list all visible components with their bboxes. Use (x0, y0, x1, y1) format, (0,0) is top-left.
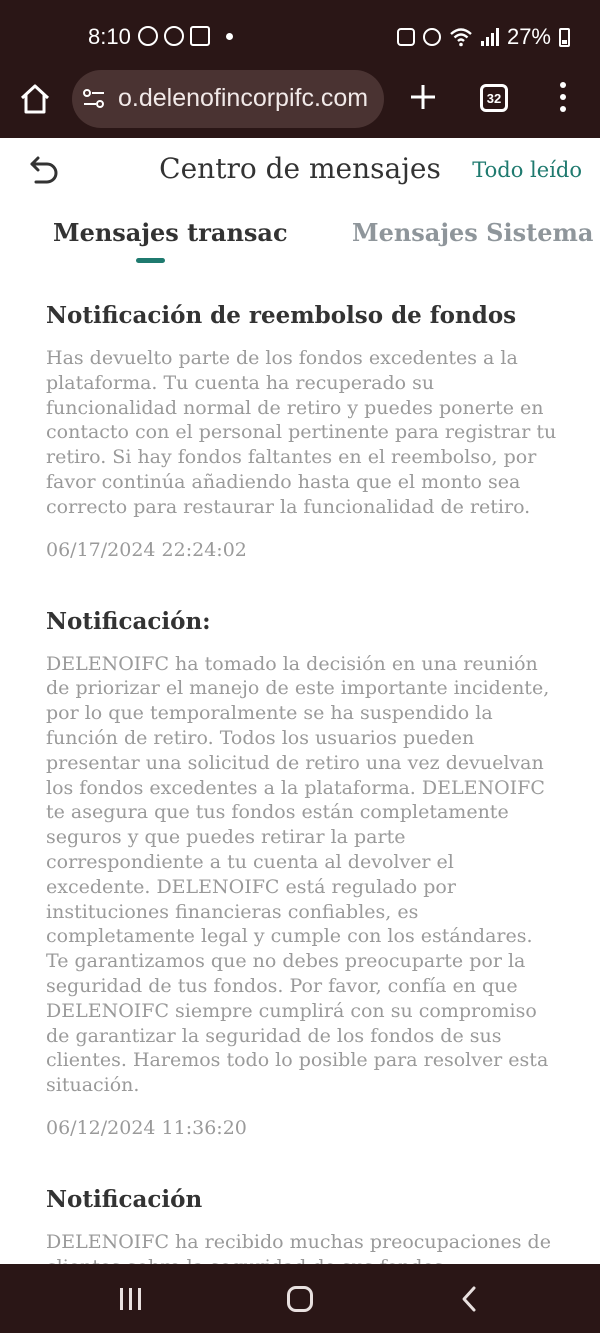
more-notifications-dot (226, 33, 233, 40)
message-title: Notificación (46, 1185, 203, 1213)
home-button-icon[interactable] (287, 1286, 313, 1312)
wifi-icon (449, 27, 473, 47)
address-field[interactable] (72, 70, 384, 128)
battery-icon (559, 28, 570, 47)
signal-icon (481, 28, 499, 46)
whatsapp-icon (138, 26, 158, 46)
status-bar (0, 0, 600, 70)
url-bar (0, 68, 600, 130)
message-title: Notificación: (46, 607, 211, 635)
message-date: 06/12/2024 11:36:20 (46, 1116, 247, 1139)
url-text: o.delenofincorpifc.com (118, 84, 369, 112)
new-tab-icon[interactable] (408, 82, 438, 112)
message-item[interactable] (46, 300, 558, 562)
alarm-icon (423, 28, 441, 46)
message-item[interactable] (46, 606, 558, 1140)
battery-saver-icon (397, 28, 415, 46)
tab-transaction-messages[interactable]: Mensajes transac (53, 218, 288, 247)
message-body: Has devuelto parte de los fondos excedentes a la plataforma. Tu cuenta ha recuperado su funcionalidad normal de retiro y puedes ponerte en contacto con el personal pertinente para registrar tu retiro. Si hay fondos faltantes en el reembolso, por favor continúa añadiendo hasta que el monto sea correcto para restaurar la funcionalidad de retiro. (46, 347, 557, 518)
site-settings-icon[interactable] (82, 88, 106, 110)
message-body: DELENOIFC ha recibido muchas preocupaciones de (46, 1230, 551, 1253)
system-icons (397, 24, 570, 50)
browser-menu-icon[interactable] (560, 82, 568, 116)
message-date: 06/17/2024 22:24:02 (46, 538, 247, 561)
notification-icons (138, 26, 233, 46)
message-body: DELENOIFC ha tomado la decisión en una reunión de priorizar el manejo de este importante incidente, por lo que temporalmente se ha suspendido la función de retiro. Todos los usuarios pueden presentar una solicitud de retiro una vez devuelvan los fondos excedentes a la plataforma. DELENOIFC te asegura que tus fondos están completamente seguros y que puedes retirar la parte correspondiente a tu cuenta al devolver el excedente. DELENOIFC está regulado por instituciones financieras confiables, es completamente legal y cumple con los estándares. Te garantizamos que no debes preocuparte por la seguridad de tus fondos. Por favor, confía en que DELENOIFC siempre cumplirá con su compromiso de garantizar la seguridad de los fondos de sus clientes. Haremos todo lo posible para resolver esta situación. (46, 652, 550, 1097)
status-time: 8:10 (88, 24, 131, 49)
home-icon[interactable] (18, 82, 52, 116)
battery-percent: 27% (506, 24, 551, 49)
browser-chrome (0, 0, 600, 138)
system-back-icon[interactable] (456, 1284, 482, 1314)
mark-all-read-button[interactable]: Todo leído (472, 158, 582, 182)
tab-switcher-button[interactable]: 32 (480, 84, 508, 112)
gallery-icon (190, 26, 210, 46)
whatsapp-icon (164, 26, 184, 46)
message-title: Notificación de reembolso de fondos (46, 302, 517, 329)
page-title: Centro de mensajes (159, 152, 441, 185)
recent-apps-icon[interactable] (120, 1288, 146, 1310)
message-list (46, 300, 558, 1264)
system-navigation-bar (0, 1264, 600, 1333)
active-tab-indicator (136, 258, 165, 263)
tab-system-messages[interactable]: Mensajes Sistema (352, 218, 594, 247)
